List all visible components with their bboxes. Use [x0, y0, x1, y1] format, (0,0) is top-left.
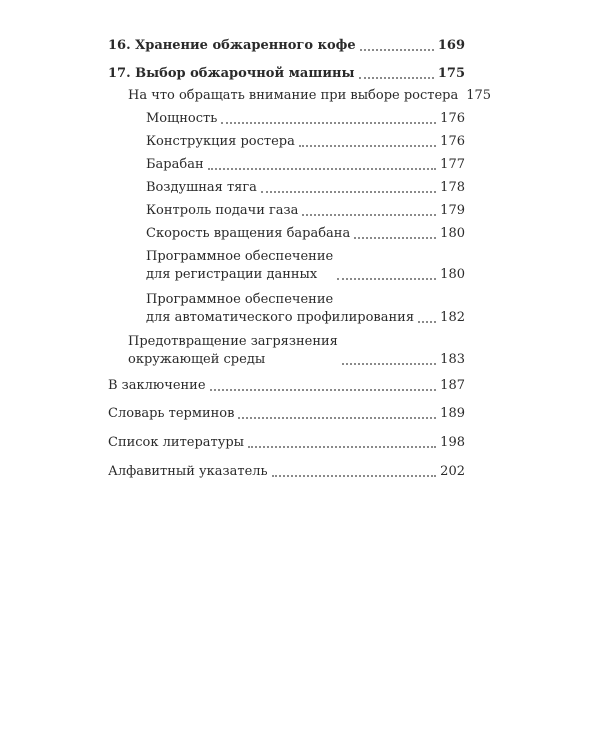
dot-leader: [354, 237, 436, 239]
toc-page-number: 175: [466, 88, 492, 103]
toc-entry-roaster-criteria[interactable]: [128, 87, 492, 105]
toc-page-number: 202: [440, 464, 465, 479]
toc-entry-title-line: для регистрации данных: [146, 267, 318, 282]
dot-leader: [299, 145, 436, 147]
toc-page-number: 180: [440, 226, 465, 241]
toc-entry-title: 16. Хранение обжаренного кофе: [108, 38, 356, 53]
toc-page-number: 198: [440, 435, 465, 450]
toc-page-number: 180: [440, 267, 465, 282]
toc-page-number: 177: [440, 157, 465, 172]
toc-entry-logging-software[interactable]: [146, 248, 465, 284]
dot-leader: [360, 49, 434, 51]
toc-entry-title: Алфавитный указатель: [108, 464, 268, 479]
toc-entry-title-line: для автоматического профилирования: [146, 310, 415, 325]
toc-entry-title: Барабан: [146, 157, 204, 172]
toc-entry-chapter-16[interactable]: [108, 37, 465, 55]
dot-leader: [302, 214, 436, 216]
toc-entry-title-line: Программное обеспечение: [146, 292, 334, 307]
dot-leader: [261, 191, 436, 193]
toc-page-number: 175: [437, 66, 465, 81]
dot-leader: [238, 417, 436, 419]
toc-entry-gas-control[interactable]: [146, 202, 465, 220]
toc-entry-title: [146, 248, 333, 284]
dot-leader: [359, 77, 434, 79]
toc-page-number: 183: [440, 352, 465, 367]
toc-entry-airflow[interactable]: [146, 179, 465, 197]
toc-page-number: 182: [440, 310, 465, 325]
toc-page-number: 189: [440, 406, 465, 421]
toc-entry-title: Воздушная тяга: [146, 180, 257, 195]
toc-entry-bibliography[interactable]: [108, 434, 465, 452]
toc-entry-title: 17. Выбор обжарочной машины: [108, 66, 355, 81]
toc-entry-profiling-software[interactable]: [146, 291, 465, 327]
toc-entry-title: Скорость вращения барабана: [146, 226, 351, 241]
dot-leader: [337, 278, 436, 280]
toc-page-number: 176: [440, 111, 465, 126]
toc-entry-title: Список литературы: [108, 435, 245, 450]
toc-entry-chapter-17[interactable]: [108, 65, 465, 83]
toc-entry-title: Мощность: [146, 111, 218, 126]
toc-entry-title-line: окружающей среды: [128, 352, 266, 367]
toc-entry-drum[interactable]: [146, 156, 465, 174]
toc-entry-index[interactable]: [108, 463, 465, 481]
dot-leader: [208, 168, 437, 170]
toc-entry-title-line: Программное обеспечение: [146, 249, 334, 264]
toc-entry-conclusion[interactable]: [108, 377, 465, 395]
toc-entry-title-line: Предотвращение загрязнения: [128, 334, 338, 349]
dot-leader: [248, 446, 436, 448]
dot-leader: [210, 389, 437, 391]
dot-leader: [418, 321, 436, 323]
toc-entry-title: [146, 291, 414, 327]
dot-leader: [342, 363, 436, 365]
toc-page-number: 187: [440, 378, 465, 393]
toc-page-number: 169: [437, 38, 465, 53]
dot-leader: [221, 122, 436, 124]
toc-page-number: 178: [440, 180, 465, 195]
toc-page-number: 176: [440, 134, 465, 149]
toc-entry-title: В заключение: [108, 378, 206, 393]
toc-entry-title: Конструкция ростера: [146, 134, 295, 149]
dot-leader: [272, 475, 437, 477]
toc-page-number: 179: [440, 203, 465, 218]
toc-entry-title: Контроль подачи газа: [146, 203, 299, 218]
toc-entry-drum-speed[interactable]: [146, 225, 465, 243]
toc-entry-power[interactable]: [146, 110, 465, 128]
toc-entry-title: На что обращать внимание при выборе ростера: [128, 88, 459, 103]
toc-entry-title: [128, 333, 338, 369]
toc-entry-title: Словарь терминов: [108, 406, 235, 421]
toc-entry-pollution-prevention[interactable]: [128, 333, 465, 369]
toc-entry-glossary[interactable]: [108, 405, 465, 423]
toc-entry-roaster-design[interactable]: [146, 133, 465, 151]
